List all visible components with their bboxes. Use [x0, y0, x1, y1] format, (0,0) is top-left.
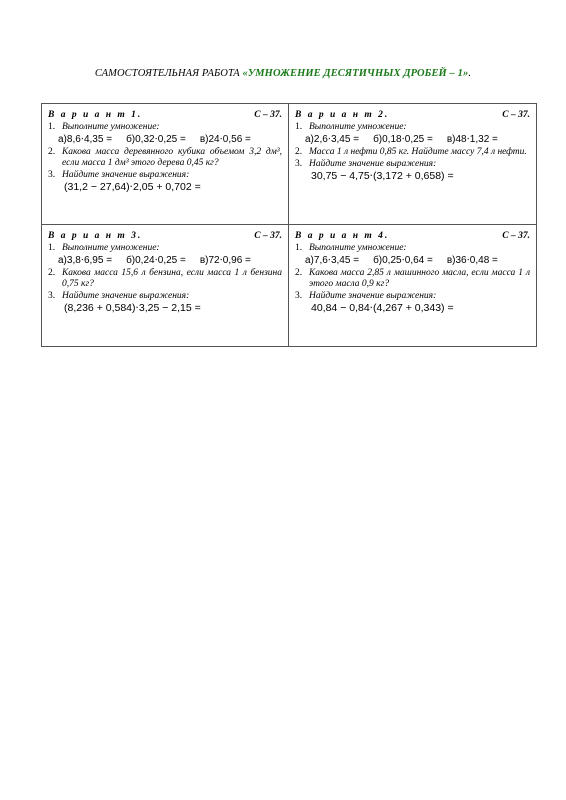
task-number: 3. [295, 159, 303, 169]
task-3 [295, 291, 530, 302]
variant-code: С – 37. [502, 110, 530, 120]
variant-code: С – 37. [254, 110, 282, 120]
title-suffix: . [468, 68, 472, 79]
variant-header [295, 230, 530, 242]
multiplication-a: а)3,8⋅6,95 = [58, 255, 113, 266]
multiplication-c: в)24⋅0,56 = [199, 134, 251, 145]
multiplication-a: а)7,6⋅3,45 = [305, 255, 360, 266]
task-text: Найдите значение выражения: [62, 170, 190, 180]
title-topic: «УМНОЖЕНИЕ ДЕСЯТИЧНЫХ ДРОБЕЙ – 1» [242, 68, 469, 79]
expression: (31,2 − 27,64)⋅2,05 + 0,702 = [64, 181, 201, 193]
task-2 [295, 268, 530, 290]
variant-header [295, 109, 530, 121]
task-number: 1. [295, 122, 303, 132]
task-number: 3. [48, 170, 56, 180]
task-text: Найдите значение выражения: [62, 291, 190, 301]
variant-name: В а р и а н т 3. [48, 231, 143, 241]
expression: (8,236 + 0,584)⋅3,25 − 2,15 = [64, 302, 201, 314]
task-2 [48, 147, 282, 169]
variant-code: С – 37. [502, 231, 530, 241]
multiplication-c: в)36⋅0,48 = [446, 255, 498, 266]
task-2 [295, 147, 530, 158]
task-3 [48, 291, 282, 302]
task-1 [48, 122, 282, 133]
task-number: 2. [295, 268, 303, 278]
task-2 [48, 268, 282, 290]
expression: 40,84 − 0,84⋅(4,267 + 0,343) = [311, 302, 454, 314]
task-text: Какова масса деревянного кубика объемом 3,2 дм³, если масса 1 дм³ этого дерева 0,45 кг? [62, 147, 282, 168]
task-number: 3. [48, 291, 56, 301]
variant-cell [42, 225, 289, 346]
multiplication-b: б)0,24⋅0,25 = [126, 255, 186, 266]
task-text: Выполните умножение: [309, 122, 407, 132]
task-text: Масса 1 л нефти 0,85 кг. Найдите массу 7,4 л нефти. [309, 147, 527, 157]
task-1 [295, 122, 530, 133]
variant-header [48, 230, 282, 242]
task-3 [295, 159, 530, 170]
task-text: Выполните умножение: [62, 122, 160, 132]
multiplication-c: в)72⋅0,96 = [199, 255, 251, 266]
task-number: 3. [295, 291, 303, 301]
task-number: 2. [295, 147, 303, 157]
multiplication-b: б)0,18⋅0,25 = [373, 134, 433, 145]
task-text: Какова масса 2,85 л машинного масла, если масса 1 л этого масла 0,9 кг? [309, 268, 530, 289]
worksheet-title [0, 68, 566, 79]
variant-code: С – 37. [254, 231, 282, 241]
task-number: 1. [48, 243, 56, 253]
variants-table [41, 103, 537, 347]
task-3 [48, 170, 282, 181]
variant-cell [42, 104, 289, 225]
multiplication-row [48, 254, 282, 267]
variant-cell [289, 104, 536, 225]
task-1 [295, 243, 530, 254]
multiplication-b: б)0,25⋅0,64 = [373, 255, 433, 266]
variant-name: В а р и а н т 2. [295, 110, 390, 120]
task-text: Найдите значение выражения: [309, 159, 437, 169]
multiplication-a: а)2,6⋅3,45 = [305, 134, 360, 145]
task-text: Выполните умножение: [309, 243, 407, 253]
variant-cell [289, 225, 536, 346]
multiplication-row [295, 254, 530, 267]
variant-name: В а р и а н т 4. [295, 231, 390, 241]
multiplication-row [48, 133, 282, 146]
expression: 30,75 − 4,75⋅(3,172 + 0,658) = [311, 170, 454, 182]
task-number: 1. [48, 122, 56, 132]
task-number: 2. [48, 147, 56, 157]
task-text: Найдите значение выражения: [309, 291, 437, 301]
task-number: 1. [295, 243, 303, 253]
variant-header [48, 109, 282, 121]
multiplication-a: а)8,6⋅4,35 = [58, 134, 113, 145]
task-text: Какова масса 15,6 л бензина, если масса 1 л бензина 0,75 кг? [62, 268, 282, 289]
title-prefix: САМОСТОЯТЕЛЬНАЯ РАБОТА [94, 68, 243, 79]
task-number: 2. [48, 268, 56, 278]
task-text: Выполните умножение: [62, 243, 160, 253]
multiplication-b: б)0,32⋅0,25 = [126, 134, 186, 145]
multiplication-c: в)48⋅1,32 = [446, 134, 498, 145]
multiplication-row [295, 133, 530, 146]
variant-name: В а р и а н т 1. [48, 110, 143, 120]
task-1 [48, 243, 282, 254]
